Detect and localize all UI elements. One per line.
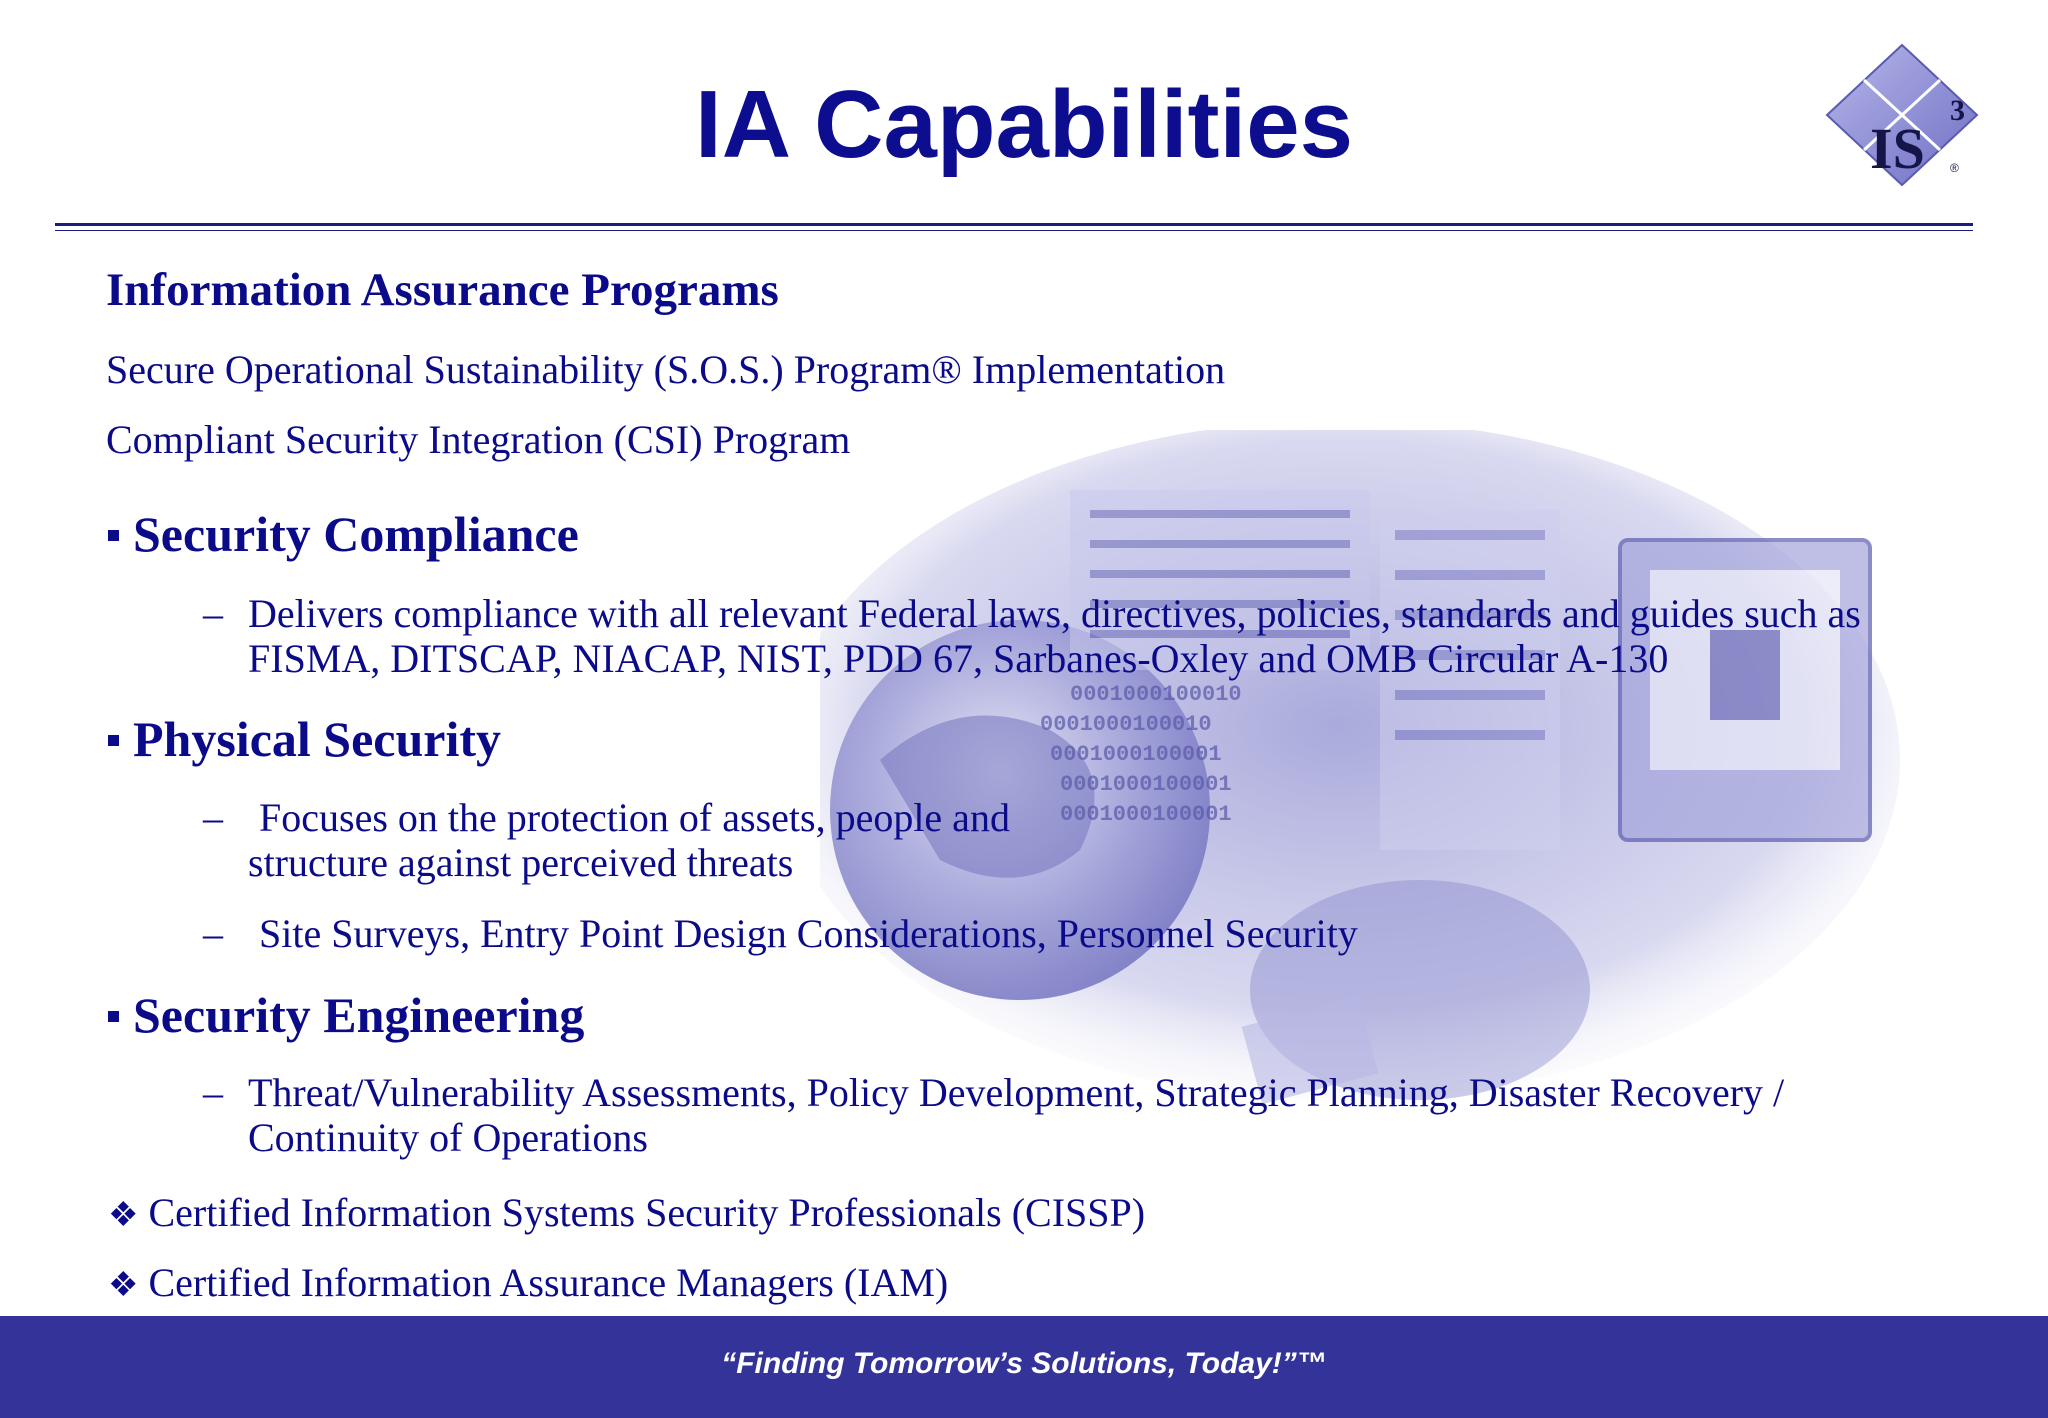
logo-registered-mark: ® — [1950, 161, 1959, 175]
certification-item: ❖ Certified Information Assurance Managers (IAM) — [108, 1260, 949, 1305]
programs-heading: Information Assurance Programs — [106, 264, 779, 316]
dash-bullet-icon: – — [203, 591, 223, 636]
certification-item: ❖ Certified Information Systems Security Professionals (CISSP) — [108, 1190, 1146, 1235]
logo-text: IS — [1870, 116, 1925, 181]
svg-text:0001000100010: 0001000100010 — [1070, 682, 1242, 707]
dash-bullet-icon: – — [203, 795, 223, 840]
svg-text:0001000100001: 0001000100001 — [1050, 742, 1222, 767]
section-heading-security-compliance: Security Compliance — [108, 505, 579, 563]
logo-superscript: 3 — [1950, 94, 1965, 127]
section-heading-security-engineering: Security Engineering — [108, 986, 584, 1044]
svg-text:0001000100001: 0001000100001 — [1060, 802, 1232, 827]
dash-bullet-icon: – — [203, 1070, 223, 1115]
bullet-text: FISMA, DITSCAP, NIACAP, NIST, PDD 67, Sarbanes-Oxley and OMB Circular A-130 — [248, 636, 1669, 681]
square-bullet-icon — [108, 1011, 119, 1022]
bullet-text: structure against perceived threats — [248, 840, 794, 885]
square-bullet-icon — [108, 735, 119, 746]
svg-text:0001000100010: 0001000100010 — [1040, 712, 1212, 737]
section-heading-physical-security: Physical Security — [108, 710, 501, 768]
diamond-bullet-icon: ❖ — [108, 1197, 139, 1234]
program-item: Secure Operational Sustainability (S.O.S.) Program® Implementation — [106, 347, 1226, 392]
dash-bullet-icon: – — [203, 911, 223, 956]
bullet-text: Site Surveys, Entry Point Design Considerations, Personnel Security — [259, 911, 1358, 956]
bullet-text: Focuses on the protection of assets, people and — [259, 795, 1010, 840]
svg-text:0001000100001: 0001000100001 — [1060, 772, 1232, 797]
program-item: Compliant Security Integration (CSI) Program — [106, 417, 851, 462]
diamond-bullet-icon: ❖ — [108, 1267, 139, 1304]
slide-title: IA Capabilities — [695, 71, 1353, 178]
bullet-text: Delivers compliance with all relevant Federal laws, directives, policies, standards and guides such as — [248, 591, 1861, 636]
square-bullet-icon — [108, 530, 119, 541]
bullet-text: Continuity of Operations — [248, 1115, 648, 1160]
bullet-text: Threat/Vulnerability Assessments, Policy Development, Strategic Planning, Disaster Recovery / — [248, 1070, 1785, 1115]
footer-tagline: “Finding Tomorrow’s Solutions, Today!”™ — [721, 1347, 1327, 1380]
